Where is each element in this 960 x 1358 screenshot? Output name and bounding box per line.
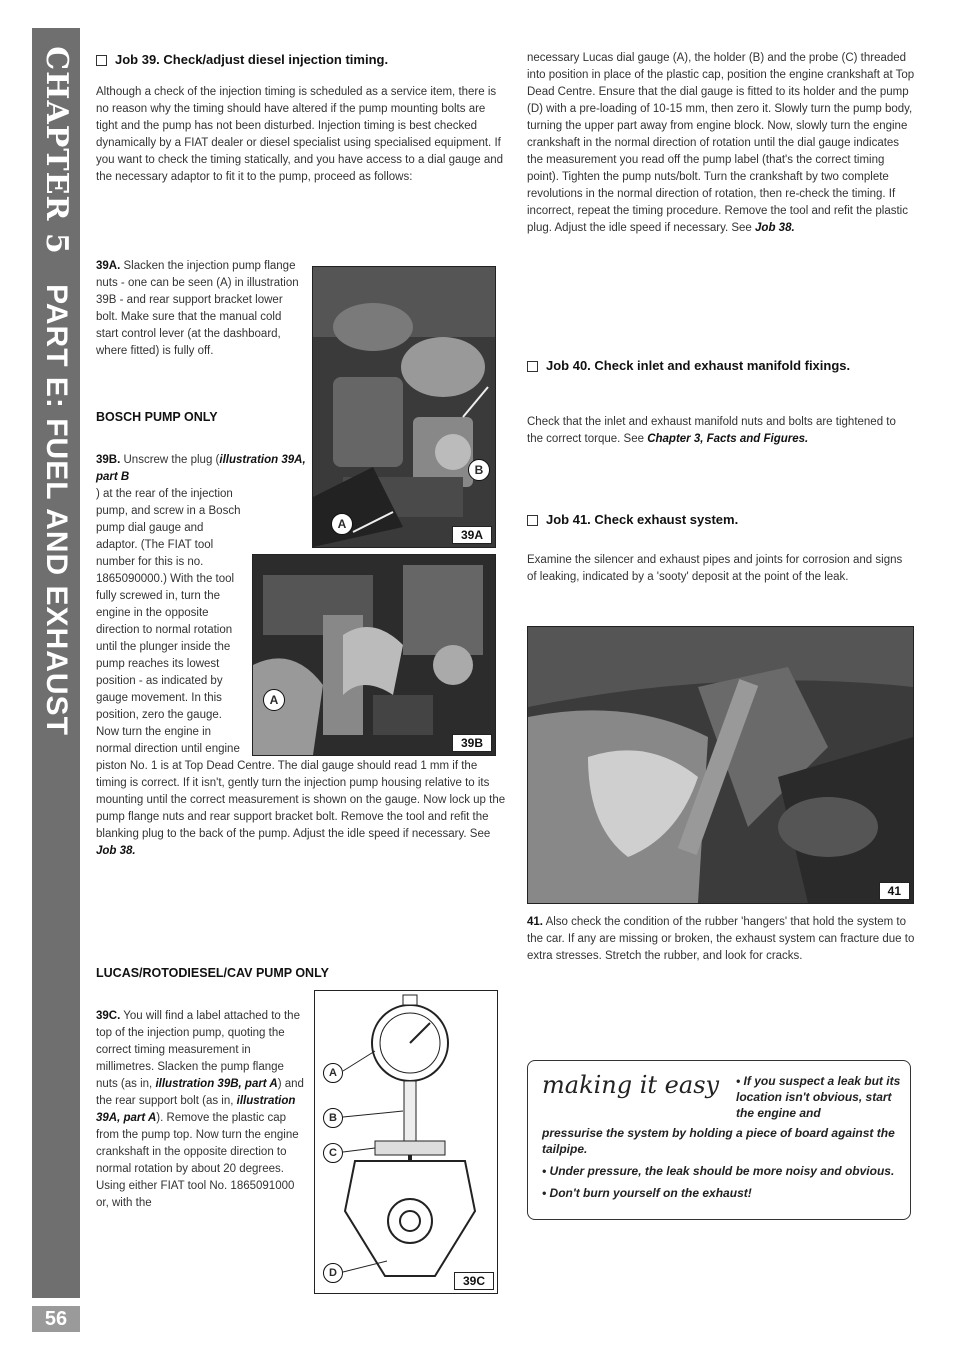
step-39a: [96, 258, 306, 360]
job39-title: Job 39. Check/adjust diesel injection timing.: [115, 52, 389, 67]
label-c-marker: C: [323, 1143, 343, 1163]
bosch-heading: BOSCH PUMP ONLY: [96, 410, 218, 424]
step-39b-part1: 39B. Unscrew the plug (illustration 39A, part B: [96, 454, 306, 483]
chapter-label: CHAPTER 5: [38, 45, 74, 255]
step-39c-ref1: illustration 39B, part A: [155, 1078, 278, 1090]
step-39c-label: 39C.: [96, 1010, 121, 1022]
figure-tag-39a: 39A: [452, 526, 492, 544]
step-39c: 39C. You will find a label attached to the top of the injection pump, quoting the correct timing measurement in millimetres. Slacken the pump flange nuts (as in, illustration 39B, part A) and the rear support bolt (as in, illustration 39A, part A). Remove the plastic cap from the pump top. Now turn the engine crankshaft in the opposite direction to normal rotation by about 20 degrees. Using either FIAT tool No. 1865091000 or, with the: [96, 1010, 304, 1209]
job40-text: Check that the inlet and exhaust manifold nuts and bolts are tightened to the correct torque. See Chapter 3, Facts and Figures.: [527, 416, 896, 445]
step-39c-see: Job 38.: [755, 222, 795, 234]
checkbox-icon[interactable]: [527, 515, 538, 526]
job39-intro: Although a check of the injection timing is scheduled as a service item, there is no reason why the timing should have altered if the pump mounting bolts are tight and the pump has not been disturbed. Injection timing is best checked dynamically by a FIAT dealer or diesel specialist using specialised equipment. If you want to check the timing statically, and you have access to a dial gauge and the necessary adaptor to fit it to the pump, proceed as follows:: [96, 86, 504, 183]
job40-heading: [527, 358, 907, 373]
tip-line1-cont: pressurise the system by holding a piece of board against the tailpipe.: [542, 1126, 895, 1156]
job41-text: Examine the silencer and exhaust pipes and joints for corrosion and signs of leaking, indicated by a 'sooty' deposit at the point of the leak.: [527, 554, 903, 583]
label-b-marker: B: [323, 1108, 343, 1128]
figure-tag-41: 41: [879, 882, 910, 900]
tip-line2: • Under pressure, the leak should be more noisy and obvious.: [542, 1164, 895, 1178]
figure-tag-39b: 39B: [452, 734, 492, 752]
job39-heading: [96, 52, 506, 67]
label-a-marker: A: [323, 1063, 343, 1083]
making-it-easy-tip: [527, 1060, 911, 1220]
checkbox-icon[interactable]: [527, 361, 538, 372]
job41-heading: [527, 512, 907, 527]
caption-41-label: 41.: [527, 916, 543, 928]
step-39a-label: 39A.: [96, 260, 121, 272]
tip-body: [542, 1125, 900, 1207]
job40-title: Job 40. Check inlet and exhaust manifold fixings.: [546, 358, 851, 373]
dial-gauge-diagram: [315, 991, 497, 1293]
step-39c-ref2: illustration 39A, part A: [96, 1095, 296, 1124]
label-b-marker: B: [468, 459, 490, 481]
label-d-marker: D: [323, 1263, 343, 1283]
label-a-marker: A: [331, 513, 353, 535]
photo-39b: [252, 554, 496, 756]
step-39b-ref: illustration 39A, part B: [96, 454, 306, 483]
job40-ref: Chapter 3, Facts and Figures.: [647, 433, 809, 445]
step-39c-continued: necessary Lucas dial gauge (A), the holder (B) and the probe (C) threaded into position in place of the plastic cap, position the engine crankshaft at Top Dead Centre. Ensure that the dial gauge is fitted to its holder and the pump (D) with a pre-loading of 10-15 mm, then zero it. Slowly turn the pump body, turning the upper part away from engine block. Now, slowly turn the engine crankshaft in the normal direction of rotation until the dial gauge indicates the measurement you read off the pump label (that's the correct timing point). Tighten the pump nuts/bolt. Turn the crankshaft by two complete revolutions in the normal direction of rotation, then re-check the timing. If incorrect, repeat the timing procedure. Remove the tool and refit the plastic plug. Adjust the idle speed if necessary. See Job 38.: [527, 52, 915, 234]
figure-tag-39c: 39C: [454, 1272, 494, 1290]
step-39a-text: Slacken the injection pump flange nuts - one can be seen (A) in illustration 39B - and rear support bracket lower bolt. Make sure that the manual cold start control lever (at the dashboard, where fitted) is fully off.: [96, 260, 299, 357]
lucas-heading: LUCAS/ROTODIESEL/CAV PUMP ONLY: [96, 966, 329, 980]
checkbox-icon[interactable]: [96, 55, 107, 66]
exhaust-photo-41: [528, 627, 913, 903]
making-it-easy-logo: making it easy: [542, 1071, 720, 1099]
job41-title: Job 41. Check exhaust system.: [546, 512, 739, 527]
figure-41-caption: 41. Also check the condition of the rubber 'hangers' that hold the system to the car. If any are missing or broken, the exhaust system can fracture due to extra stresses. Stretch the rubber, and look for cracks.: [527, 916, 915, 962]
step-39b-text: ) at the rear of the injection pump, and screw in a Bosch pump dial gauge and adaptor. (The FIAT tool number for this is no. 1865090000.) With the tool fully screwed in, turn the engine in the opposite direction to normal rotation until the plunger inside the pump reaches its lowest position - as indicated by gauge movement. In this position, zero the gauge. Now turn the engine in normal direction until engine piston No. 1 is at Top Dead Centre. The dial gauge should read 1 mm if the timing is correct. If it isn't, gently turn the injection pump housing relative to its mounting until the correct measurement is shown on the gauge. Now lock up the pump flange nuts and rear support bracket bolt. Remove the tool and refit the blanking plug to the back of the pump. Adjust the idle speed if necessary. See: [96, 488, 506, 840]
part-label: PART E: FUEL AND EXHAUST: [40, 284, 74, 736]
photo-41: [527, 626, 914, 904]
label-a-marker: A: [263, 689, 285, 711]
step-39b-see: Job 38.: [96, 845, 136, 857]
page-number: 56: [32, 1306, 80, 1332]
step-39b-label: 39B.: [96, 454, 121, 466]
tip-line3: • Don't burn yourself on the exhaust!: [542, 1186, 752, 1200]
tip-line1: • If you suspect a leak but its location isn't obvious, start the engine and: [736, 1074, 901, 1120]
engine-photo-39b: [253, 555, 495, 755]
diagram-39c: [314, 990, 498, 1294]
